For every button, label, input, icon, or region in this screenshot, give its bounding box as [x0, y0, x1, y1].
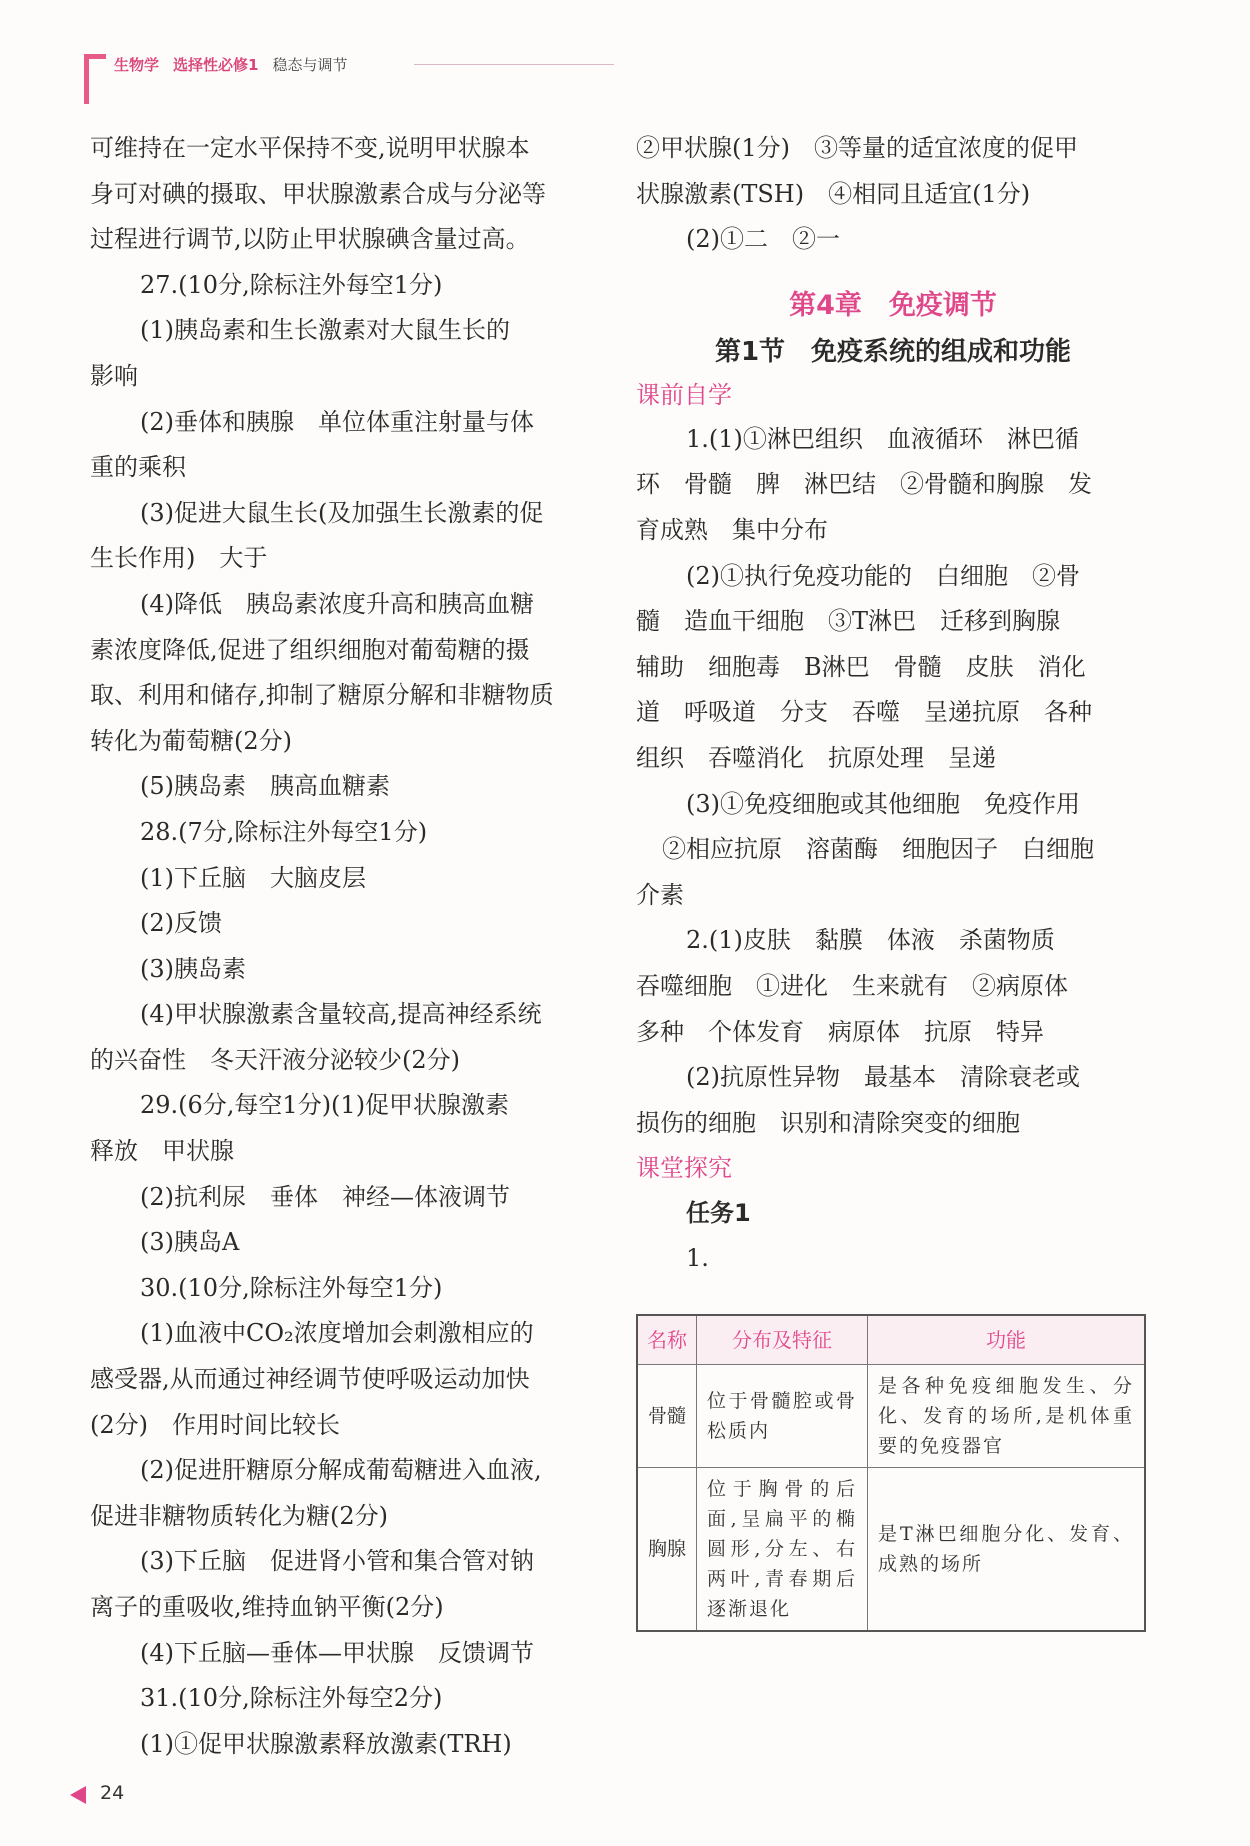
text-line: (2)反馈 — [140, 909, 222, 938]
text-line: (2)垂体和胰腺 单位体重注射量与体 — [140, 407, 534, 436]
immune-organ-table — [636, 1314, 1146, 1632]
text-line: 1.(1)①淋巴组织 血液循环 淋巴循 — [686, 424, 1079, 453]
text-line: 状腺激素(TSH) ④相同且适宜(1分) — [636, 179, 1031, 208]
text-line: (1)血液中CO₂浓度增加会刺激相应的 — [140, 1319, 534, 1348]
header-unit: 稳态与调节 — [272, 56, 348, 74]
text-line: 重的乘积 — [90, 453, 186, 482]
right-column — [636, 126, 1150, 1282]
text-line: ②相应抗原 溶菌酶 细胞因子 白细胞 — [662, 835, 1094, 864]
header-subject: 生物学 — [114, 56, 160, 74]
text-line: 素浓度降低,促进了组织细胞对葡萄糖的摄 — [90, 635, 530, 664]
text-line: (3)胰岛A — [140, 1228, 240, 1257]
text-line: 感受器,从而通过神经调节使呼吸运动加快 — [90, 1365, 530, 1394]
page-header — [84, 50, 544, 110]
table-row — [637, 1365, 1145, 1468]
text-line: 取、利用和储存,抑制了糖原分解和非糖物质 — [90, 681, 554, 710]
table-cell-name: 骨髓 — [637, 1365, 697, 1468]
table-header-row — [637, 1315, 1145, 1365]
text-line: 组织 吞噬消化 抗原处理 呈递 — [636, 743, 996, 772]
pre-study-answers — [636, 417, 1150, 1147]
text-line: (3)①免疫细胞或其他细胞 免疫作用 — [686, 789, 1080, 818]
text-line: (1)①促甲状腺激素释放激素(TRH) — [140, 1729, 512, 1758]
table-cell-dist: 位于胸骨的后面,呈扁平的椭圆形,分左、右两叶,青春期后逐渐退化 — [697, 1468, 868, 1632]
text-line: 的兴奋性 冬天汗液分泌较少(2分) — [90, 1045, 460, 1074]
text-line: 转化为葡萄糖(2分) — [90, 726, 292, 755]
text-line: (2)促进肝糖原分解成葡萄糖进入血液, — [140, 1456, 542, 1485]
text-line: 介素 — [636, 880, 684, 909]
text-line: 环 骨髓 脾 淋巴结 ②骨髓和胸腺 发 — [636, 470, 1092, 499]
text-line: 身可对碘的摄取、甲状腺激素合成与分泌等 — [90, 179, 546, 208]
text-line: (4)甲状腺激素含量较高,提高神经系统 — [140, 1000, 542, 1029]
text-line: (1)胰岛素和生长激素对大鼠生长的 — [140, 316, 510, 345]
text-line: (2分) 作用时间比较长 — [90, 1410, 340, 1439]
item-number: 1. — [686, 1244, 709, 1273]
text-line: 育成熟 集中分布 — [636, 515, 828, 544]
right-top-answers — [636, 126, 1150, 263]
text-line: (4)下丘脑—垂体—甲状腺 反馈调节 — [140, 1638, 534, 1667]
table-cell-func: 是各种免疫细胞发生、分化、发育的场所,是机体重要的免疫器官 — [868, 1365, 1146, 1468]
page-number: 24 — [100, 1782, 125, 1804]
text-line: 27.(10分,除标注外每空1分) — [140, 270, 443, 299]
class-explore-heading: 课堂探究 — [636, 1154, 732, 1183]
text-line: (3)下丘脑 促进肾小管和集合管对钠 — [140, 1547, 534, 1576]
left-column — [90, 126, 610, 1767]
text-line: 2.(1)皮肤 黏膜 体液 杀菌物质 — [686, 926, 1055, 955]
text-line: 影响 — [90, 361, 138, 390]
text-line: 道 呼吸道 分支 吞噬 呈递抗原 各种 — [636, 698, 1092, 727]
chapter-title: 第4章 免疫调节 — [789, 289, 997, 321]
table-header-name: 名称 — [637, 1315, 697, 1365]
text-line: 促进非糖物质转化为糖(2分) — [90, 1501, 388, 1530]
section-title: 第1节 免疫系统的组成和功能 — [714, 336, 1072, 367]
text-line: 释放 甲状腺 — [90, 1137, 234, 1166]
text-line: 损伤的细胞 识别和清除突变的细胞 — [636, 1108, 1020, 1137]
header-accent-bar — [84, 54, 89, 104]
table-row — [637, 1468, 1145, 1632]
header-book: 选择性必修1 — [173, 56, 259, 74]
text-line: 30.(10分,除标注外每空1分) — [140, 1273, 443, 1302]
header-rule — [414, 64, 614, 65]
header-accent-corner — [84, 54, 106, 59]
text-line: 吞噬细胞 ①进化 生来就有 ②病原体 — [636, 971, 1068, 1000]
text-line: 28.(7分,除标注外每空1分) — [140, 817, 428, 846]
text-line: (2)①执行免疫功能的 白细胞 ②骨 — [686, 561, 1080, 590]
footer-arrow-icon — [70, 1786, 86, 1804]
text-line: (2)抗原性异物 最基本 清除衰老或 — [686, 1063, 1080, 1092]
table-cell-func: 是T淋巴细胞分化、发育、成熟的场所 — [868, 1468, 1146, 1632]
text-line: 髓 造血干细胞 ③T淋巴 迁移到胸腺 — [636, 607, 1061, 636]
text-line: (1)下丘脑 大脑皮层 — [140, 863, 366, 892]
text-line: (2)抗利尿 垂体 神经—体液调节 — [140, 1182, 510, 1211]
table-cell-name: 胸腺 — [637, 1468, 697, 1632]
text-line: 生长作用) 大于 — [90, 544, 268, 573]
text-line: (3)胰岛素 — [140, 954, 246, 983]
text-line: 多种 个体发育 病原体 抗原 特异 — [636, 1017, 1044, 1046]
header-text — [114, 54, 347, 75]
text-line: ②甲状腺(1分) ③等量的适宜浓度的促甲 — [636, 134, 1078, 162]
text-line: 29.(6分,每空1分)(1)促甲状腺激素 — [140, 1091, 510, 1120]
task-label: 任务1 — [686, 1199, 751, 1228]
text-line: (2)①二 ②一 — [686, 225, 840, 254]
text-line: 过程进行调节,以防止甲状腺碘含量过高。 — [90, 225, 530, 254]
text-line: 31.(10分,除标注外每空2分) — [140, 1684, 443, 1713]
text-line: 离子的重吸收,维持血钠平衡(2分) — [90, 1593, 444, 1621]
text-line: (4)降低 胰岛素浓度升高和胰高血糖 — [140, 589, 534, 618]
table-cell-dist: 位于骨髓腔或骨松质内 — [697, 1365, 868, 1468]
table-header-func: 功能 — [868, 1315, 1146, 1365]
text-line: (3)促进大鼠生长(及加强生长激素的促 — [140, 498, 544, 527]
text-line: (5)胰岛素 胰高血糖素 — [140, 772, 390, 801]
pre-study-heading: 课前自学 — [636, 380, 732, 409]
text-line: 辅助 细胞毒 B淋巴 骨髓 皮肤 消化 — [636, 652, 1086, 681]
table-header-dist: 分布及特征 — [697, 1315, 868, 1365]
text-line: 可维持在一定水平保持不变,说明甲状腺本 — [90, 134, 530, 162]
